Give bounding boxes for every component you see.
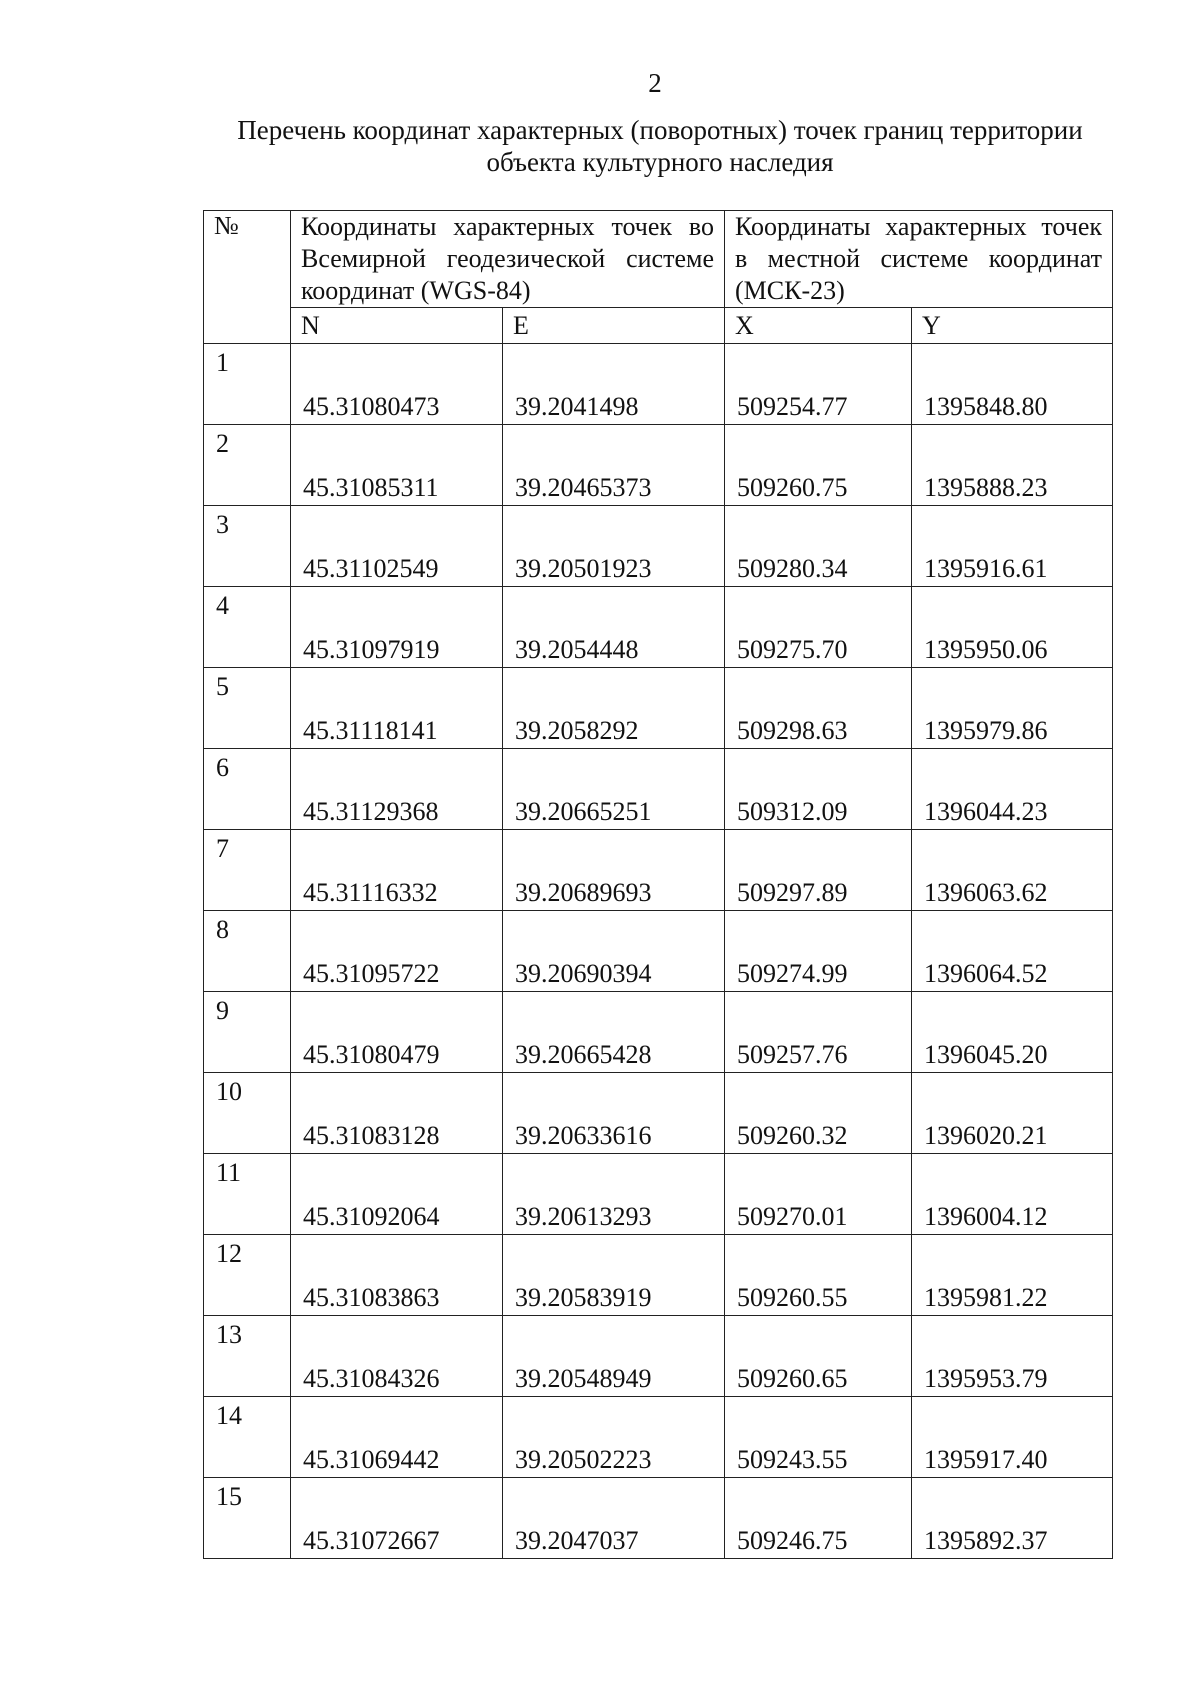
table-row (204, 344, 1113, 425)
e-value: 39.20633616 (515, 1121, 652, 1150)
e-value-cell (503, 506, 725, 587)
title-line-1: Перечень координат характерных (поворотных) точек границ территории (237, 115, 1083, 145)
e-value: 39.20548949 (515, 1364, 652, 1393)
e-value: 39.2041498 (515, 392, 639, 421)
row-number: 4 (216, 591, 229, 620)
table-row (204, 1478, 1113, 1559)
n-value-cell (291, 1154, 503, 1235)
y-value-cell (912, 830, 1113, 911)
coordinates-table (203, 210, 1113, 1559)
y-value-cell (912, 506, 1113, 587)
n-value-cell (291, 1397, 503, 1478)
n-value: 45.31080479 (303, 1040, 440, 1069)
e-value: 39.20665428 (515, 1040, 652, 1069)
e-value-cell (503, 668, 725, 749)
x-value: 509270.01 (737, 1202, 848, 1231)
y-value: 1396004.12 (924, 1202, 1048, 1231)
e-value: 39.20501923 (515, 554, 652, 583)
row-number-cell (204, 344, 291, 425)
y-value-cell (912, 344, 1113, 425)
row-number: 14 (216, 1401, 242, 1430)
e-value-cell (503, 1154, 725, 1235)
row-number: 3 (216, 510, 229, 539)
row-number-cell (204, 1073, 291, 1154)
y-value: 1395848.80 (924, 392, 1048, 421)
table-row (204, 668, 1113, 749)
y-column-header: Y (912, 308, 1113, 344)
e-value: 39.2058292 (515, 716, 639, 745)
row-number: 13 (216, 1320, 242, 1349)
y-value-cell (912, 587, 1113, 668)
y-value-cell (912, 749, 1113, 830)
e-value-cell (503, 1478, 725, 1559)
e-value-cell (503, 587, 725, 668)
n-value: 45.31083128 (303, 1121, 440, 1150)
table-row (204, 1154, 1113, 1235)
table-row (204, 749, 1113, 830)
n-value: 45.31085311 (303, 473, 439, 502)
y-value: 1395888.23 (924, 473, 1048, 502)
n-value: 45.31097919 (303, 635, 440, 664)
n-value-cell (291, 506, 503, 587)
e-value: 39.20665251 (515, 797, 652, 826)
y-value-cell (912, 425, 1113, 506)
n-value-cell (291, 830, 503, 911)
e-value-cell (503, 1073, 725, 1154)
x-value-cell (725, 1316, 912, 1397)
x-value: 509243.55 (737, 1445, 848, 1474)
n-value: 45.31116332 (303, 878, 438, 907)
n-value: 45.31092064 (303, 1202, 440, 1231)
x-value: 509260.55 (737, 1283, 848, 1312)
y-value: 1395892.37 (924, 1526, 1048, 1555)
x-value-cell (725, 344, 912, 425)
y-value-cell (912, 1235, 1113, 1316)
title-line-2: объекта культурного наследия (486, 147, 834, 177)
table-row (204, 425, 1113, 506)
x-value: 509246.75 (737, 1526, 848, 1555)
x-value-cell (725, 992, 912, 1073)
n-value: 45.31083863 (303, 1283, 440, 1312)
x-value-cell (725, 1478, 912, 1559)
y-value: 1395979.86 (924, 716, 1048, 745)
number-column-header: № (204, 211, 291, 344)
n-value-cell (291, 1235, 503, 1316)
x-value: 509254.77 (737, 392, 848, 421)
y-value: 1395916.61 (924, 554, 1048, 583)
row-number: 12 (216, 1239, 242, 1268)
e-value-cell (503, 344, 725, 425)
y-value-cell (912, 911, 1113, 992)
n-value: 45.31118141 (303, 716, 438, 745)
y-value-cell (912, 1154, 1113, 1235)
msk23-group-header: Координаты характерных точек в местной системе координат (МСК-23) (725, 211, 1113, 308)
n-value-cell (291, 1073, 503, 1154)
row-number-cell (204, 668, 291, 749)
table-row (204, 911, 1113, 992)
e-value-cell (503, 830, 725, 911)
e-value: 39.20502223 (515, 1445, 652, 1474)
x-value: 509298.63 (737, 716, 848, 745)
e-value-cell (503, 911, 725, 992)
row-number-cell (204, 1235, 291, 1316)
e-value: 39.20583919 (515, 1283, 652, 1312)
row-number-cell (204, 425, 291, 506)
e-value: 39.20465373 (515, 473, 652, 502)
x-value-cell (725, 1397, 912, 1478)
x-value-cell (725, 1073, 912, 1154)
e-value-cell (503, 992, 725, 1073)
y-value: 1396063.62 (924, 878, 1048, 907)
x-value-cell (725, 1154, 912, 1235)
x-value-cell (725, 1235, 912, 1316)
y-value-cell (912, 1073, 1113, 1154)
x-value: 509280.34 (737, 554, 848, 583)
x-value: 509312.09 (737, 797, 848, 826)
x-value-cell (725, 506, 912, 587)
n-value-cell (291, 587, 503, 668)
e-value-cell (503, 1316, 725, 1397)
x-value-cell (725, 830, 912, 911)
y-value-cell (912, 1397, 1113, 1478)
y-value: 1395917.40 (924, 1445, 1048, 1474)
row-number: 10 (216, 1077, 242, 1106)
table-row (204, 1316, 1113, 1397)
y-value: 1396020.21 (924, 1121, 1048, 1150)
x-value: 509275.70 (737, 635, 848, 664)
n-value-cell (291, 911, 503, 992)
x-value: 509297.89 (737, 878, 848, 907)
x-value: 509274.99 (737, 959, 848, 988)
table-row (204, 1073, 1113, 1154)
row-number-cell (204, 1397, 291, 1478)
y-value: 1396045.20 (924, 1040, 1048, 1069)
y-value: 1395953.79 (924, 1364, 1048, 1393)
row-number: 5 (216, 672, 229, 701)
x-value: 509260.32 (737, 1121, 848, 1150)
x-value-cell (725, 668, 912, 749)
x-value-cell (725, 911, 912, 992)
row-number: 15 (216, 1482, 242, 1511)
n-value: 45.31084326 (303, 1364, 440, 1393)
n-value-cell (291, 749, 503, 830)
row-number: 9 (216, 996, 229, 1025)
n-value-cell (291, 992, 503, 1073)
row-number: 11 (216, 1158, 242, 1187)
x-value-cell (725, 749, 912, 830)
x-value: 509260.65 (737, 1364, 848, 1393)
n-value-cell (291, 344, 503, 425)
page-number: 2 (648, 68, 662, 98)
table-body (204, 344, 1113, 1559)
n-value: 45.31102549 (303, 554, 439, 583)
n-value-cell (291, 1478, 503, 1559)
table-row (204, 587, 1113, 668)
x-value-cell (725, 425, 912, 506)
n-value: 45.31095722 (303, 959, 440, 988)
y-value: 1395950.06 (924, 635, 1048, 664)
n-value: 45.31129368 (303, 797, 439, 826)
table-row (204, 1235, 1113, 1316)
row-number-cell (204, 1316, 291, 1397)
n-value: 45.31072667 (303, 1526, 440, 1555)
row-number-cell (204, 1154, 291, 1235)
e-value: 39.20613293 (515, 1202, 652, 1231)
row-number: 6 (216, 753, 229, 782)
n-value-cell (291, 668, 503, 749)
row-number-cell (204, 587, 291, 668)
row-number-cell (204, 749, 291, 830)
n-value-cell (291, 425, 503, 506)
e-value: 39.2054448 (515, 635, 639, 664)
e-value: 39.20689693 (515, 878, 652, 907)
y-value: 1396044.23 (924, 797, 1048, 826)
row-number-cell (204, 830, 291, 911)
row-number-cell (204, 992, 291, 1073)
document-title (180, 114, 1140, 178)
y-value-cell (912, 1478, 1113, 1559)
e-value: 39.2047037 (515, 1526, 639, 1555)
row-number: 2 (216, 429, 229, 458)
e-value-cell (503, 425, 725, 506)
x-value: 509260.75 (737, 473, 848, 502)
y-value-cell (912, 992, 1113, 1073)
e-value-cell (503, 1397, 725, 1478)
n-value-cell (291, 1316, 503, 1397)
e-value: 39.20690394 (515, 959, 652, 988)
row-number-cell (204, 1478, 291, 1559)
n-value: 45.31080473 (303, 392, 440, 421)
n-column-header: N (291, 308, 503, 344)
table-row (204, 992, 1113, 1073)
e-value-cell (503, 1235, 725, 1316)
e-value-cell (503, 749, 725, 830)
wgs84-group-header: Координаты характерных точек во Всемирной геодезической системе координат (WGS-84) (291, 211, 725, 308)
row-number: 7 (216, 834, 229, 863)
table-row (204, 830, 1113, 911)
row-number-cell (204, 911, 291, 992)
table-row (204, 506, 1113, 587)
y-value: 1396064.52 (924, 959, 1048, 988)
y-value-cell (912, 668, 1113, 749)
row-number-cell (204, 506, 291, 587)
n-value: 45.31069442 (303, 1445, 440, 1474)
table-row (204, 1397, 1113, 1478)
x-column-header: X (725, 308, 912, 344)
e-column-header: E (503, 308, 725, 344)
x-value-cell (725, 587, 912, 668)
row-number: 1 (216, 348, 229, 377)
y-value-cell (912, 1316, 1113, 1397)
x-value: 509257.76 (737, 1040, 848, 1069)
y-value: 1395981.22 (924, 1283, 1048, 1312)
row-number: 8 (216, 915, 229, 944)
